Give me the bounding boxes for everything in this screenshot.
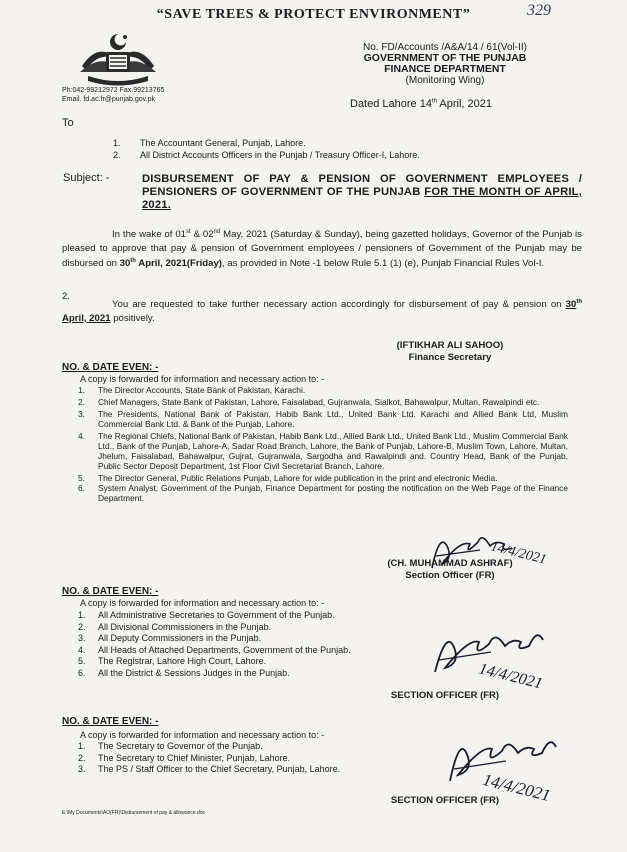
cc-intro-3: A copy is forwarded for information and necessary action to: - <box>80 730 325 740</box>
handwritten-date-2: 14/4/2021 <box>477 660 545 693</box>
list-item: 6. All the District & Sessions Judges in the Punjab. <box>78 667 290 678</box>
handwritten-date-1: 14/4/2021 <box>489 539 548 568</box>
no-date-even-3: NO. & DATE EVEN: - <box>62 716 159 727</box>
phone-fax: Ph:042-99212972 Fax.99213765 <box>62 87 165 94</box>
paragraph-1: In the wake of 01st & 02nd May, 2021 (Saturday & Sunday), being gazetted holidays, Governor of the Punjab is pleased to approve that pay & pension of Government employees / pensioners of Government of the Punjab may be disbursed on 30th April, 2021(Friday), as provided in Note -1 below Rule 5.1 (1) (e), Punjab Financial Rules Vol-I. <box>62 229 582 270</box>
list-item: 6. System Analyst, Government of the Punjab, Finance Department for posting the notification on the Web Page of the Finance Department. <box>78 483 568 503</box>
reference-number: No. FD/Accounts /A&A/14 / 61(Vol-II) <box>363 42 527 53</box>
list-item: 3. The PS / Staff Officer to the Chief Secretary, Punjab, Lahore. <box>78 764 341 774</box>
signatory-section-officer-2: SECTION OFFICER (FR) <box>390 690 500 701</box>
dated-line: Dated Lahore 14th April, 2021 <box>350 98 493 110</box>
cc-intro-2: A copy is forwarded for information and necessary action to: - <box>80 598 325 608</box>
subject-label: Subject: - <box>63 172 110 184</box>
addressee-1: 1. The Accountant General, Punjab, Lahore. <box>113 138 306 148</box>
department-name: FINANCE DEPARTMENT <box>384 63 506 75</box>
cc-intro-1: A copy is forwarded for information and necessary action to: - <box>80 374 325 384</box>
handwritten-date-3: 14/4/2021 <box>480 769 553 806</box>
list-item: 3. The Presidents, National Bank of Pakistan, Habib Bank Ltd., United Bank Ltd. Karachi and Allied Bank Ltd, Muslim Commercial Bank Ltd. & Bank of the Punjab, Lahore. <box>78 409 568 429</box>
list-item: 5. The Registrar, Lahore High Court, Lahore. <box>78 656 267 666</box>
list-item: 4. All Heads of Attached Departments, Government of the Punjab. <box>78 644 351 655</box>
government-name: GOVERNMENT OF THE PUNJAB <box>363 52 527 64</box>
signatory-section-officer-3: SECTION OFFICER (FR) <box>390 795 500 806</box>
to-label: To <box>62 117 74 129</box>
letterhead <box>330 42 560 86</box>
list-item: 2. Chief Managers, State Bank of Pakistan, Lahore, Faisalabad, Gujranwala, Sialkot, Bahawalpur, Multan, Rawalpindi etc. <box>78 397 540 407</box>
page-number-handwritten: 329 <box>527 2 551 19</box>
no-date-even-1: NO. & DATE EVEN: - <box>62 362 159 373</box>
list-item: 4. The Regional Chiefs, National Bank of Pakistan, Habib Bank Ltd., Allied Bank Ltd., United Bank Ltd., Muslim Commercial Bank Ltd., Bank of the Punjab, Lahore-A, Sadar Road Branch, Lahore, the Bank of Punjab, Lahore-B, Muslim Town, Lahore, Multan, Jhelum, Faisalabad, Bahawalpur, Gujrat, Gujranwala, Sargodha and Rawalpindi and. Country Head, Bank of the Punjab, Public Sector Deposit Department, 1st Floor Civil Secretariat Branch, Lahore. <box>78 431 568 471</box>
list-item: 2. All Divisional Commissioners in the Punjab. <box>78 621 272 632</box>
paragraph-2: 2. <box>62 291 71 302</box>
list-item: 2. The Secretary to Chief Minister, Punjab, Lahore. <box>78 752 291 763</box>
wing-name: (Monitoring Wing) <box>405 75 485 86</box>
motto-banner: “SAVE TREES & PROTECT ENVIRONMENT” <box>156 7 471 22</box>
addressee-2: 2. All District Accounts Officers in the Punjab / Treasury Officer-I, Lahore. <box>113 150 420 160</box>
email: Email. fd.ac.fr@punjab.gov.pk <box>62 96 155 103</box>
contact-block <box>62 86 164 104</box>
cc-list-1 <box>78 385 568 503</box>
list-item: 1. The Secretary to Governor of the Punjab. <box>78 741 263 751</box>
punjab-emblem-logo <box>78 32 158 86</box>
list-item: 1. All Administrative Secretaries to Government of the Punjab. <box>78 610 335 620</box>
subject-text: DISBURSEMENT OF PAY & PENSION OF GOVERNMENT EMPLOYEES / PENSIONERS OF GOVERNMENT OF THE PUNJAB FOR THE MONTH OF APRIL, 2021. <box>142 173 582 211</box>
signatory-section-officer-1: (CH. MUHAMMAD ASHRAF) Section Officer (FR) <box>387 558 513 581</box>
file-path-footer: E:\My Documents\AO(FR)\Disbursement of pay & allowance.doc <box>62 810 206 816</box>
list-item: 3. All Deputy Commissioners in the Punjab. <box>78 633 262 643</box>
paragraph-2-body: You are requested to take further necessary action accordingly for disbursement of pay & pension on 30th April, 2021 positively. <box>62 299 582 324</box>
list-item: 5. The Director General, Public Relations Punjab, Lahore for wide publication in the print and electronic Media. <box>78 473 498 483</box>
list-item: 1. The Director Accounts, State Bank of Pakistan, Karachi. <box>78 385 306 395</box>
signatory-finance-secretary: (IFTIKHAR ALI SAHOO) Finance Secretary <box>396 340 504 363</box>
no-date-even-2: NO. & DATE EVEN: - <box>62 586 159 597</box>
